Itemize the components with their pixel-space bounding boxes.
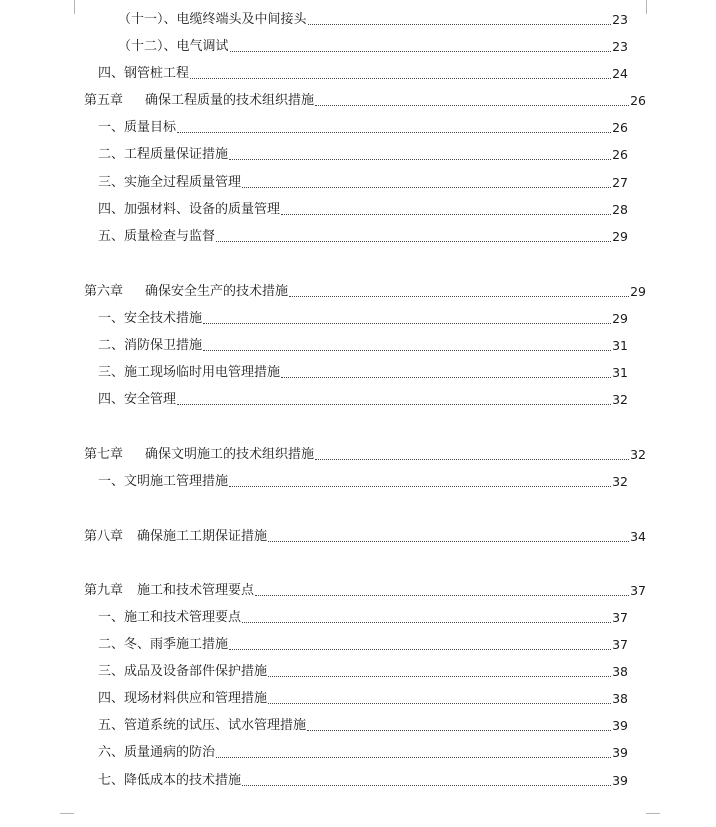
toc-page-number: 29 [612,311,628,326]
toc-entry[interactable] [98,388,628,408]
toc-entry[interactable] [98,307,628,327]
toc-chapter-entry[interactable] [84,280,646,300]
toc-entry-title: 七、降低成本的技术措施 [98,773,242,788]
toc-chapter-title: 确保工程质量的技术组织措施 [145,93,315,108]
toc-leader-dots [203,350,611,351]
toc-entry-title: （十二）、电气调试 [118,39,229,54]
toc-page-number: 26 [612,147,628,162]
crop-mark-top-left [60,0,75,14]
toc-chapter-entry[interactable] [84,443,646,463]
toc-page-number: 39 [612,773,628,788]
toc-page-number: 29 [612,229,628,244]
toc-entry[interactable] [98,361,628,381]
toc-page-number: 31 [612,338,628,353]
toc-page-number: 38 [612,691,628,706]
toc-leader-dots [242,622,611,623]
toc-page-number: 32 [630,447,646,462]
toc-entry[interactable] [98,660,628,680]
toc-chapter-number: 第七章 [84,447,124,462]
toc-leader-dots [308,24,612,25]
toc-entry-title: 一、文明施工管理措施 [98,474,229,489]
toc-page-number: 29 [630,284,646,299]
toc-leader-dots [177,132,611,133]
toc-leader-dots [307,730,611,731]
toc-chapter-title: 确保施工工期保证措施 [137,529,268,544]
toc-entry[interactable] [98,334,628,354]
toc-chapter-number: 第九章 [84,583,124,598]
crop-mark-bottom-right [646,813,660,814]
toc-leader-dots [315,105,629,106]
crop-mark-bottom-left [60,813,74,814]
toc-leader-dots [281,377,611,378]
toc-leader-dots [177,404,611,405]
toc-page-number: 37 [630,583,646,598]
toc-entry-title: 三、实施全过程质量管理 [98,175,242,190]
toc-leader-dots [229,649,611,650]
toc-leader-dots [216,241,611,242]
toc-leader-dots [315,459,629,460]
toc-page-number: 26 [612,120,628,135]
toc-entry[interactable] [98,198,628,218]
toc-entry-title: 四、钢管桩工程 [98,66,190,81]
toc-leader-dots [242,187,611,188]
toc-page-number: 24 [612,66,628,81]
toc-entry-title: 一、安全技术措施 [98,311,203,326]
toc-entry[interactable] [118,8,628,28]
toc-entry-title: 二、冬、雨季施工措施 [98,637,229,652]
toc-page-number: 39 [612,745,628,760]
toc-page-number: 23 [612,12,628,27]
toc-page-number: 39 [612,718,628,733]
toc-entry-title: 四、加强材料、设备的质量管理 [98,202,281,217]
toc-leader-dots [268,541,629,542]
toc-page-number: 27 [612,175,628,190]
toc-entry[interactable] [98,470,628,490]
toc-entry-title: 二、消防保卫措施 [98,338,203,353]
toc-leader-dots [229,486,611,487]
toc-chapter-entry[interactable] [84,89,646,109]
toc-chapter-title: 确保文明施工的技术组织措施 [145,447,315,462]
toc-chapter-number: 第八章 [84,529,124,544]
toc-chapter-title: 确保安全生产的技术措施 [145,284,289,299]
toc-leader-dots [281,214,611,215]
toc-entry-title: 一、质量目标 [98,120,177,135]
toc-chapter-entry[interactable] [84,525,646,545]
toc-chapter-title: 施工和技术管理要点 [137,583,255,598]
toc-leader-dots [203,323,611,324]
toc-entry[interactable] [98,606,628,626]
toc-leader-dots [289,296,629,297]
toc-entry[interactable] [118,35,628,55]
toc-entry[interactable] [98,116,628,136]
toc-page-number: 37 [612,610,628,625]
toc-chapter-number: 第五章 [84,93,124,108]
toc-chapter-number: 第六章 [84,284,124,299]
toc-leader-dots [268,676,611,677]
toc-entry-title: （十一）、电缆终端头及中间接头 [118,12,307,27]
toc-page-number: 34 [630,529,646,544]
toc-page-number: 38 [612,664,628,679]
toc-page-number: 32 [612,474,628,489]
toc-entry-title: 四、安全管理 [98,392,177,407]
toc-chapter-entry[interactable] [84,579,646,599]
toc-entry[interactable] [98,225,628,245]
toc-entry[interactable] [98,143,628,163]
toc-entry[interactable] [98,62,628,82]
toc-leader-dots [255,595,629,596]
toc-entry-title: 四、现场材料供应和管理措施 [98,691,268,706]
toc-leader-dots [229,159,611,160]
crop-mark-top-right [646,0,661,14]
toc-entry-title: 一、施工和技术管理要点 [98,610,242,625]
toc-leader-dots [268,703,611,704]
toc-entry[interactable] [98,633,628,653]
toc-entry-title: 六、质量通病的防治 [98,745,216,760]
toc-entry-title: 三、成品及设备部件保护措施 [98,664,268,679]
toc-entry-title: 五、质量检查与监督 [98,229,216,244]
toc-leader-dots [242,785,611,786]
toc-page-number: 31 [612,365,628,380]
toc-entry-title: 二、工程质量保证措施 [98,147,229,162]
toc-entry[interactable] [98,687,628,707]
toc-entry-title: 三、施工现场临时用电管理措施 [98,365,281,380]
toc-page-number: 37 [612,637,628,652]
toc-page-number: 28 [612,202,628,217]
toc-entry[interactable] [98,769,628,789]
toc-leader-dots [230,51,612,52]
toc-entry[interactable] [98,171,628,191]
toc-leader-dots [190,78,611,79]
toc-leader-dots [216,757,611,758]
toc-page-number: 32 [612,392,628,407]
toc-entry[interactable] [98,714,628,734]
toc-entry[interactable] [98,741,628,761]
toc-page-number: 23 [612,39,628,54]
toc-entry-title: 五、管道系统的试压、试水管理措施 [98,718,307,733]
toc-page-number: 26 [630,93,646,108]
